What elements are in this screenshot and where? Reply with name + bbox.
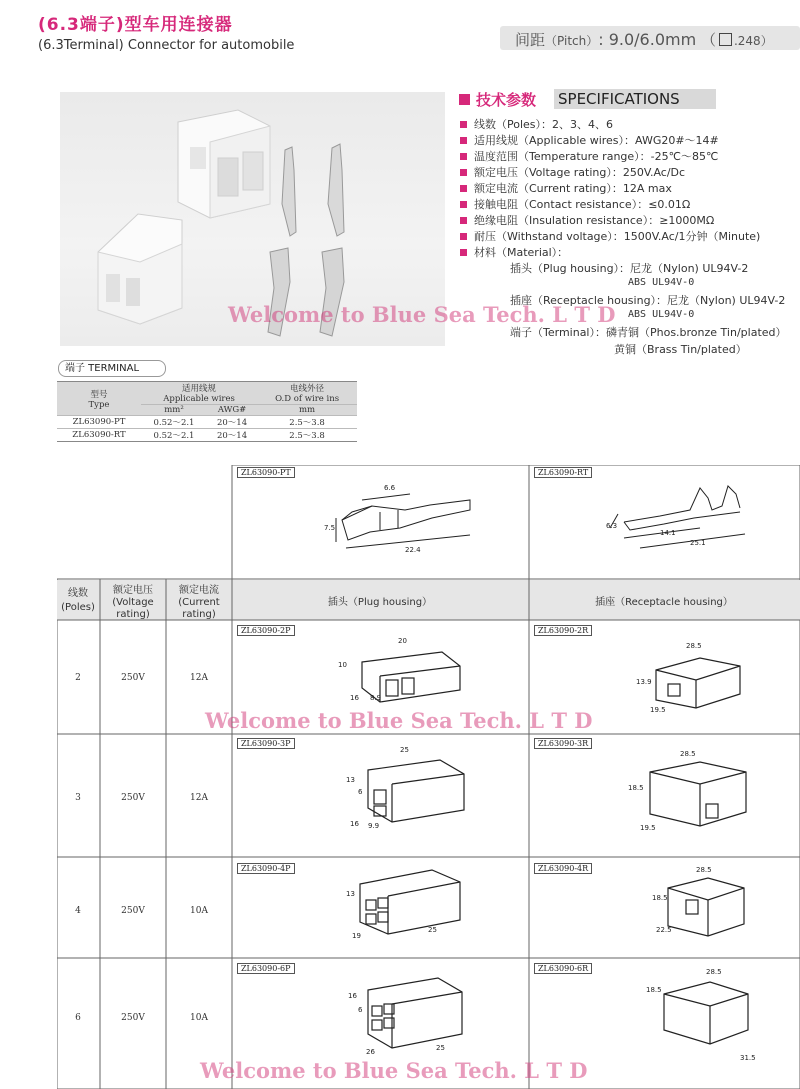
row-current: 10A [190,906,208,916]
housing-drawing-grid [57,465,800,1089]
dimension-label: 14.1 [660,529,676,537]
dimension-label: 10 [338,661,347,669]
square-icon [719,33,732,46]
pitch-size: .248） [733,34,773,48]
dimension-label: 18.5 [646,986,662,994]
watermark-middle: Welcome to Blue Sea Tech. L T D [205,708,593,733]
dimension-label: 22.4 [405,546,421,554]
plug-code: ZL63090-2P [237,625,295,636]
receptacle-code: ZL63090-6R [534,963,592,974]
material-receptacle: 插座（Receptacle housing）：尼龙（Nylon) UL94V-2 [510,294,786,307]
dimension-label: 6.3 [606,522,618,530]
header-current-en1: (Current [178,597,220,608]
dimension-label: 19 [352,932,361,940]
row-current: 12A [190,793,208,803]
table-row: ZL63090-PT 0.52～2.1 20～14 2.5～3.8 [57,416,357,429]
row-poles: 4 [75,906,81,916]
spec-row: 额定电流（Current rating）：12A max [460,180,672,196]
spec-row: 温度范围（Temperature range）：-25℃～85℃ [460,148,718,164]
terminal-table: 型号 Type 适用线规 Applicable wires 电线外径 O.D of wire ins mm² AWG# mm ZL63090-PT 0.52～2.1 20～14 2.5～3.8 ZL63090-RT 0.52～2.1 20～14 2.5～3.8 [57,381,357,442]
spec-heading-bullet [459,94,470,105]
dimension-label: 16 [350,820,359,828]
dimension-label: 25 [428,926,437,934]
header-current-cn: 额定电流 [179,585,219,596]
dimension-label: 6.6 [384,484,396,492]
pitch-value: : 9.0/6.0mm [598,30,697,49]
material-plug: 插头（Plug housing）：尼龙（Nylon) UL94V-2 [510,262,749,275]
table-row: ZL63090-RT 0.52～2.1 20～14 2.5～3.8 [57,429,357,442]
dimension-label: 8.9 [370,694,382,702]
terminal-rt-code: ZL63090-RT [534,467,592,478]
receptacle-code: ZL63090-3R [534,738,592,749]
dimension-label: 18.5 [652,894,668,902]
dimension-label: 28.5 [686,642,702,650]
pitch-text [515,29,773,50]
spec-row: 额定电压（Voltage rating）：250V.Ac/Dc [460,164,685,180]
receptacle-code: ZL63090-2R [534,625,592,636]
header-poles-en: (Poles) [61,602,95,613]
watermark-bottom: Welcome to Blue Sea Tech. L T D [200,1058,588,1083]
dimension-label: 26 [366,1048,375,1056]
dimension-label: 25.1 [690,539,706,547]
dimension-label: 13 [346,890,355,898]
spec-heading-cn: 技术参数 [476,91,537,109]
dimension-label: 7.5 [324,524,336,532]
dimension-label: 9.9 [368,822,380,830]
dimension-label: 19.5 [640,824,656,832]
row-current: 12A [190,673,208,683]
plug-code: ZL63090-6P [237,963,295,974]
spec-row: 材料（Material）： [460,244,568,260]
dimension-label: 28.5 [696,866,712,874]
row-poles: 2 [75,673,81,683]
dimension-label: 16 [348,992,357,1000]
dimension-label: 31.5 [740,1054,756,1062]
title-english: (6.3Terminal) Connector for automobile [38,38,295,53]
header-voltage-en2: rating) [116,609,150,620]
dimension-label: 28.5 [680,750,696,758]
dimension-label: 13 [346,776,355,784]
row-voltage: 250V [121,673,145,683]
dimension-label: 22.5 [656,926,672,934]
spec-row: 耐压（Withstand voltage）：1500V.Ac/1分钟（Minute) [460,228,760,244]
header-current-en2: rating) [182,609,216,620]
row-poles: 6 [75,1013,81,1023]
pitch-label-cn: 间距 [515,31,546,49]
spec-row: 绝缘电阻（Insulation resistance）：≥1000MΩ [460,212,714,228]
dimension-label: 13.9 [636,678,652,686]
plug-code: ZL63090-3P [237,738,295,749]
watermark-top: Welcome to Blue Sea Tech. L T D [228,302,616,327]
dimension-label: 6 [358,788,363,796]
dimension-label: 25 [400,746,409,754]
row-voltage: 250V [121,906,145,916]
spec-row: 线数（Poles）：2、3、4、6 [460,116,613,132]
spec-heading-en: SPECIFICATIONS [558,90,680,108]
row-voltage: 250V [121,793,145,803]
header-voltage-cn: 额定电压 [113,585,153,596]
dimension-label: 20 [398,637,407,645]
header-receptacle: 插座（Receptacle housing） [595,597,733,608]
material-receptacle-abs: ABS UL94V-0 [628,309,695,320]
dimension-label: 19.5 [650,706,666,714]
row-voltage: 250V [121,1013,145,1023]
row-current: 10A [190,1013,208,1023]
row-poles: 3 [75,793,81,803]
terminal-pt-code: ZL63090-PT [237,467,295,478]
material-terminal: 端子（Terminal）：磷青铜（Phos.bronze Tin/plated） [510,326,787,339]
plug-code: ZL63090-4P [237,863,295,874]
pitch-label-en: （Pitch） [545,34,599,48]
pitch-open: （ [700,31,716,49]
header-poles-cn: 线数 [68,588,88,599]
receptacle-code: ZL63090-4R [534,863,592,874]
terminal-label: 端子 TERMINAL [58,360,166,377]
header-plug: 插头（Plug housing） [327,597,433,608]
dimension-label: 18.5 [628,784,644,792]
header-voltage-en1: (Voltage [112,597,154,608]
dimension-label: 16 [350,694,359,702]
spec-row: 适用线规（Applicable wires）：AWG20#～14# [460,132,719,148]
material-plug-abs: ABS UL94V-0 [628,277,695,288]
dimension-label: 25 [436,1044,445,1052]
spec-row: 接触电阻（Contact resistance）：≤0.01Ω [460,196,690,212]
title-chinese: (6.3端子)型车用连接器 [38,15,233,35]
dimension-label: 28.5 [706,968,722,976]
dimension-label: 6 [358,1006,363,1014]
material-terminal-brass: 黄铜（Brass Tin/plated） [614,343,747,356]
